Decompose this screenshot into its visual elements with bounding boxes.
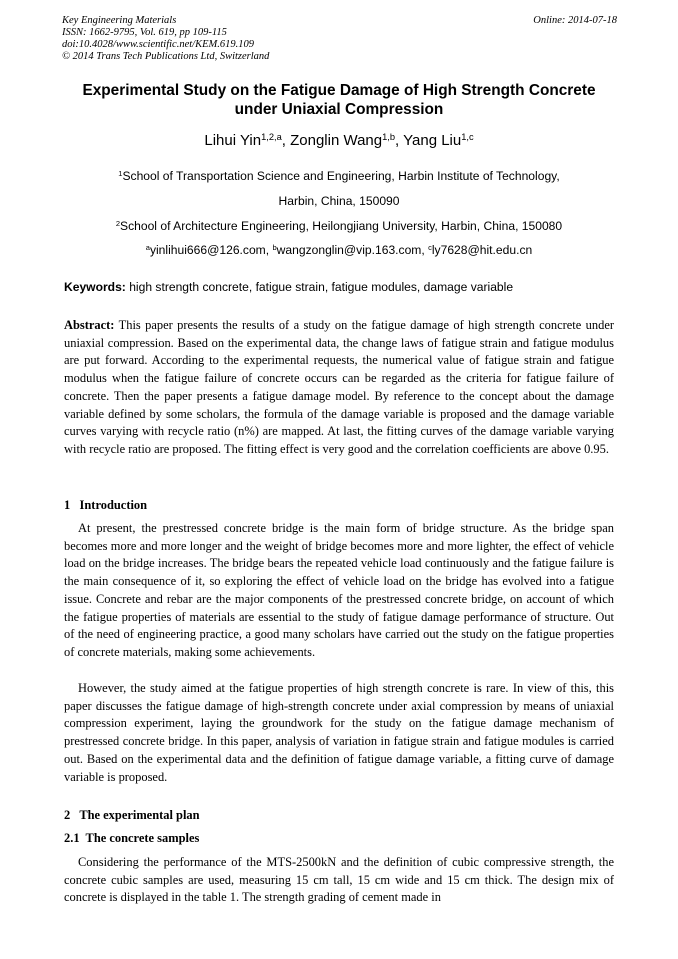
author-name: Lihui Yin — [204, 132, 262, 149]
affiliation-mark: 2 — [115, 218, 121, 228]
author-name: Zonglin Wang — [290, 132, 383, 149]
email-link[interactable]: yinlihui666@126.com — [149, 243, 266, 257]
title-line-2: under Uniaxial Compression — [234, 101, 444, 118]
author-separator: , — [281, 132, 291, 149]
copyright-line: © 2014 Trans Tech Publications Ltd, Switzerland — [62, 51, 270, 62]
affiliation-text: Harbin, China, 150090 — [278, 194, 400, 208]
introduction-paragraph-1: At present, the prestressed concrete bridge is the main form of bridge structure. As the bridge span becomes more and more longer and the weight of bridge becomes more and more lighter, the effect of vehicle load on the bridge increases. The bridge bears the repeated vehicle load continuously and the fatigue failure is the main consequence of it, so exploring the effect of vehicle load on the bridge has evolved into a fatigue issue. Concrete and rebar are the major components of the prestressed concrete bridge, on account of which the fatigue properties of materials are essential to the study of fatigue damage performance of structure. Out of the need of engineering practice, a good many scholars have carried out the study on the fatigue properties of concrete materials, making some achievements. — [64, 521, 614, 659]
affiliation-1-continued — [40, 193, 638, 209]
affiliation-text: School of Transportation Science and Engineering, Harbin Institute of Technology, — [122, 169, 560, 183]
subsection-2-1-heading: 2.1 The concrete samples — [64, 831, 200, 845]
author-list — [40, 131, 638, 151]
doi-line: doi:10.4028/www.scientific.net/KEM.619.109 — [62, 39, 254, 50]
keywords — [64, 279, 624, 295]
author-name: Yang Liu — [403, 132, 462, 149]
samples-paragraph: Considering the performance of the MTS-2500kN and the definition of cubic compressive strength, the concrete cubic samples are used, measuring 15 cm tall, 15 cm wide and 15 cm thick. The design mix of concrete is displayed in the table 1. The strength grading of cement made in — [64, 855, 614, 905]
affiliation-mark: 1 — [118, 168, 123, 178]
email-mark: a — [145, 242, 150, 252]
email-mark: c — [428, 242, 432, 252]
author-emails — [40, 242, 638, 258]
affiliation-text: School of Architecture Engineering, Heilongjiang University, Harbin, China, 150080 — [120, 219, 563, 233]
introduction-paragraph-2: However, the study aimed at the fatigue properties of high strength concrete is rare. In view of this, this paper discusses the fatigue damage of high-strength concrete under axial compression by means of uniaxial compression experiment, laying the groundwork for the study on the fatigue damage mechanism of prestressed concrete bridge. In this paper, analysis of variation in fatigue strain and fatigue modules is carried out. Based on the experimental data and the definition of fatigue damage variable, a fitting curve of damage variable is proposed. — [64, 681, 614, 784]
author-separator: , — [395, 132, 404, 149]
journal-header — [62, 15, 617, 63]
abstract-label: Abstract: — [64, 318, 115, 332]
keywords-label: Keywords: — [64, 280, 126, 294]
email-link[interactable]: ly7628@hit.edu.cn — [431, 243, 533, 257]
section-1-heading: 1 Introduction — [64, 498, 148, 512]
abstract — [64, 317, 614, 459]
journal-name: Key Engineering Materials — [62, 15, 177, 26]
online-date: Online: 2014-07-18 — [533, 15, 617, 26]
section-2-heading: 2 The experimental plan — [64, 808, 200, 822]
issn-line: ISSN: 1662-9795, Vol. 619, pp 109-115 — [62, 27, 227, 38]
abstract-text: This paper presents the results of a study on the fatigue damage of high strength concrete under uniaxial compression. Based on the experimental data, the change laws of fatigue strain and fatigue modulus are put forward. According to the experimental requests, the numerical value of fatigue strain and fatigue modulus when the fatigue failure of concrete occurs can be regarded as the criteria for fatigue failure of concrete. Then the paper presents a fatigue damage model. By reference to the concept about the damage variable defined by some scholars, the formula of the damage variable is proposed and the damage variable curves varying with recycle ratio (n%) are mapped. At last, the fitting curves of the damage variable varying with recycle ratio are proposed. The fitting effect is very good and the correlation coefficients are above 0.95. — [64, 318, 614, 456]
email-separator: , — [421, 243, 429, 257]
keywords-text: high strength concrete, fatigue strain, fatigue modules, damage variable — [125, 280, 514, 294]
email-separator: , — [265, 243, 273, 257]
email-mark: b — [272, 242, 277, 252]
paper-title — [40, 81, 638, 119]
affiliation-1 — [40, 168, 638, 184]
author-affiliation-mark: 1,c — [461, 131, 474, 142]
affiliation-2 — [40, 218, 638, 234]
title-line-1: Experimental Study on the Fatigue Damage of High Strength Concrete — [82, 82, 596, 99]
author-affiliation-mark: 1,b — [382, 131, 396, 142]
email-link[interactable]: wangzonglin@vip.163.com — [276, 243, 422, 257]
author-affiliation-mark: 1,2,a — [261, 131, 282, 142]
